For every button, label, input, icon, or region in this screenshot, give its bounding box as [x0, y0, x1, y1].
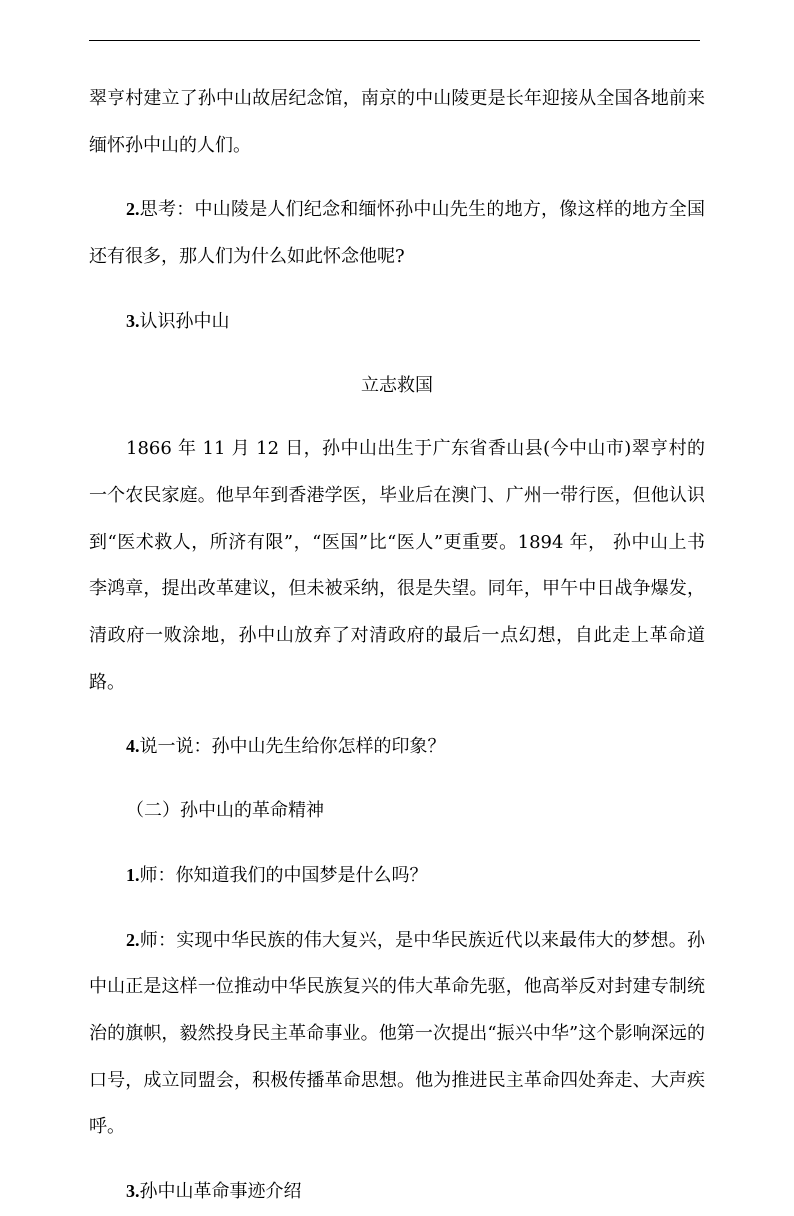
paragraph-text: 师：你知道我们的中国梦是什么吗？ [139, 864, 428, 886]
paragraph-know-sun [89, 298, 705, 346]
paragraph-continuation: 翠亨村建立了孙中山故居纪念馆，南京的中山陵更是长年迎接从全国各地前来缅怀孙中山的人们。 [89, 88, 705, 156]
paragraph-text: 认识孙中山 [139, 310, 230, 332]
header-rule [89, 40, 700, 41]
paragraph-text: 孙中山革命事迹介绍 [139, 1181, 302, 1203]
item-number: 2. [126, 929, 140, 950]
paragraph-biography: 1866 年 11 月 12 日，孙中山出生于广东省香山县(今中山市)翠亨村的一个农民家庭。他早年到香港学医，毕业后在澳门、广州一带行医，但他认识到“医术救人，所济有限”，“医国”比“医人”更重要。1894 年， 孙中山上书李鸿章，提出改革建议，但未被采纳，很是失望。同年，甲午中日战争爆发，清政府一败涂地，孙中山放弃了对清政府的最后一点幻想，自此走上革命道路。 [89, 438, 705, 693]
document-body [89, 76, 705, 1216]
paragraph-teacher-question [89, 852, 705, 900]
item-number: 2. [126, 199, 140, 220]
item-number: 3. [126, 1181, 140, 1202]
paragraph-text: 思考：中山陵是人们纪念和缅怀孙中山先生的地方，像这样的地方全国还有很多，那人们为什么如此怀念他呢? [89, 199, 705, 268]
paragraph-text: 说一说：孙中山先生给你怎样的印象？ [139, 736, 446, 758]
item-number: 1. [126, 864, 140, 885]
paragraph-say [89, 723, 705, 771]
item-number: 4. [126, 736, 140, 757]
item-number: 3. [126, 310, 140, 331]
paragraph-text: 师：实现中华民族的伟大复兴，是中华民族近代以来最伟大的梦想。孙中山正是这样一位推动中华民族复兴的伟大革命先驱，他高举反对封建专制统治的旗帜，毅然投身民主革命事业。他第一次提出“振兴中华”这个影响深远的口号，成立同盟会，积极传播革命思想。他为推进民主革命四处奔走、大声疾呼。 [89, 929, 705, 1138]
section-title: 立志救国 [361, 374, 433, 396]
paragraph-teacher-explain [89, 917, 705, 1152]
paragraph-think [89, 186, 705, 280]
subsection-heading: （二）孙中山的革命精神 [126, 800, 324, 822]
paragraph-deeds-intro [89, 1168, 705, 1216]
